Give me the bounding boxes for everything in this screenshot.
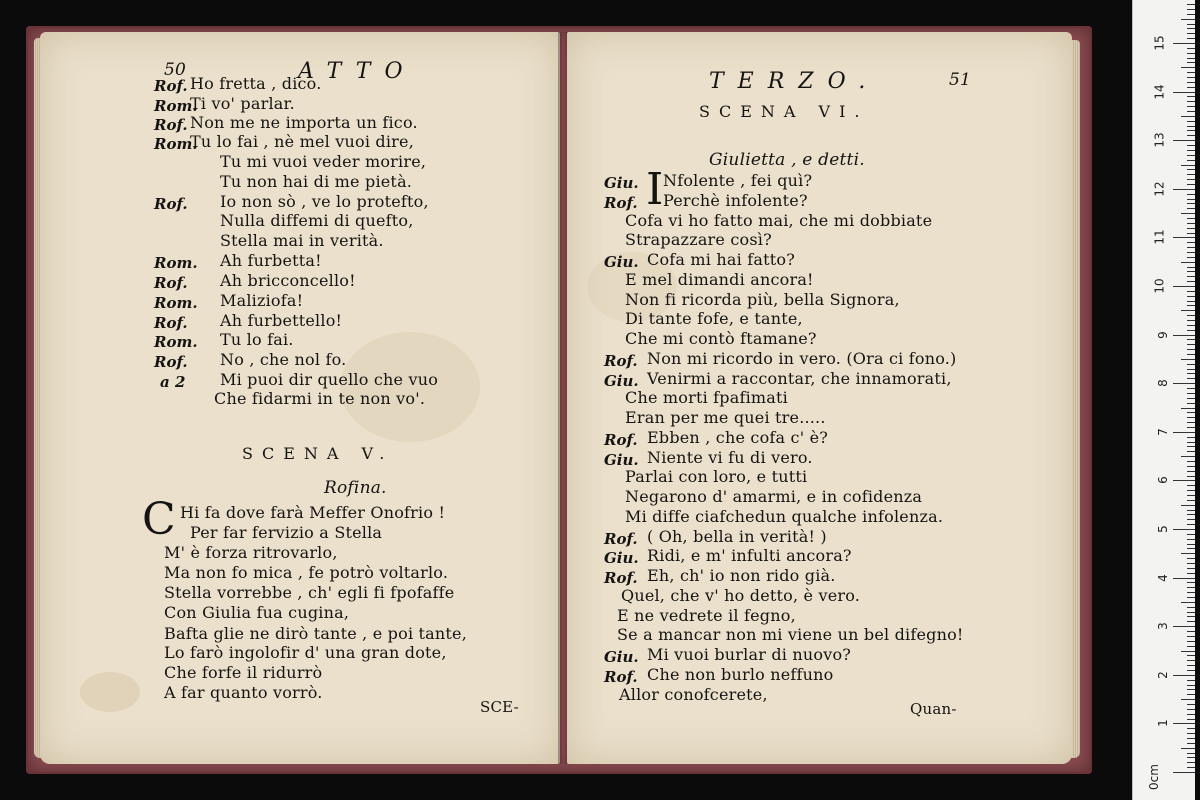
ruler-tick [1187, 344, 1195, 345]
ruler-tick [1187, 276, 1195, 277]
running-head: ATTO [298, 59, 417, 84]
ruler-tick [1187, 753, 1195, 754]
verse-line: Che morti fpafimati [625, 388, 788, 407]
ruler-tick [1187, 471, 1195, 472]
ruler-number: 4 [1156, 573, 1171, 582]
speaker-label: Rof. [604, 569, 638, 587]
ruler-tick [1173, 529, 1195, 530]
ruler-unit-label: 0cm [1147, 764, 1162, 790]
verse-line: Maliziofa! [220, 291, 304, 310]
verse-line: Per far fervizio a Stella [190, 523, 383, 542]
ruler-tick [1187, 48, 1195, 49]
ruler-tick [1173, 237, 1195, 238]
ruler-tick [1187, 233, 1195, 234]
ruler-tick [1187, 130, 1195, 131]
ruler-tick [1187, 325, 1195, 326]
ruler-tick [1187, 330, 1195, 331]
ruler-tick [1187, 490, 1195, 491]
ruler-tick [1187, 641, 1195, 642]
verse-line: Nfolente , fei quì? [663, 171, 813, 190]
ruler-tick [1181, 748, 1195, 749]
ruler-tick [1187, 184, 1195, 185]
ruler-tick [1187, 393, 1195, 394]
book-spread [26, 26, 1092, 774]
speaker-label: Rof. [154, 77, 188, 95]
ruler-tick [1187, 87, 1195, 88]
ruler-tick [1187, 373, 1195, 374]
ruler-tick [1187, 14, 1195, 15]
ruler-tick [1187, 519, 1195, 520]
ruler-tick [1187, 301, 1195, 302]
verse-line: Niente vi fu di vero. [647, 448, 813, 467]
verse-line: Negarono d' amarmi, e in cofidenza [625, 487, 923, 506]
speaker-label: Rom. [154, 294, 198, 312]
page-number: 50 [164, 60, 187, 80]
speaker-label: Rof. [154, 353, 188, 371]
verse-line: Che non burlo neffuno [647, 665, 834, 684]
ruler-tick [1187, 369, 1195, 370]
dropcap: C [142, 494, 176, 545]
page-number: 51 [949, 70, 972, 90]
ruler-tick [1187, 685, 1195, 686]
ruler-tick [1173, 286, 1195, 287]
ruler-tick [1187, 738, 1195, 739]
verse-line: Non fi ricorda più, bella Signora, [625, 290, 900, 309]
ruler-tick [1173, 43, 1195, 44]
ruler-tick [1187, 412, 1195, 413]
ruler-tick [1181, 213, 1195, 214]
ruler-number: 5 [1156, 525, 1171, 533]
ruler-tick [1187, 422, 1195, 423]
ruler-tick [1187, 427, 1195, 428]
verse-line: A far quanto vorrò. [164, 683, 323, 702]
speaker-label: Rof. [154, 274, 188, 292]
speaker-label: a 2 [160, 373, 186, 391]
verse-line: Venirmi a raccontar, che innamorati, [647, 369, 952, 388]
ruler-tick [1187, 111, 1195, 112]
speaker-label: Giu. [604, 253, 639, 271]
scene-heading: SCENA V. [242, 444, 394, 463]
ruler-tick [1173, 383, 1195, 384]
ruler-tick [1187, 58, 1195, 59]
ruler-tick [1187, 534, 1195, 535]
speaker-label: Rom. [154, 97, 198, 115]
ruler-tick [1187, 208, 1195, 209]
ruler-tick [1187, 150, 1195, 151]
ruler-tick [1187, 587, 1195, 588]
ruler-tick [1187, 199, 1195, 200]
ruler-tick [1187, 364, 1195, 365]
verse-line: Cofa mi hai fatto? [647, 250, 795, 269]
ruler-tick [1187, 24, 1195, 25]
verse-line: E mel dimandi ancora! [625, 270, 814, 289]
ruler-tick [1173, 432, 1195, 433]
speaker-label: Rom. [154, 135, 198, 153]
ruler-tick [1187, 607, 1195, 608]
ruler-tick [1187, 160, 1195, 161]
verse-line: Nulla diffemi di quefto, [220, 211, 414, 230]
verse-line: Mi vuoi burlar di nuovo? [647, 645, 852, 664]
ruler-tick [1173, 772, 1195, 773]
ruler-tick [1187, 403, 1195, 404]
ruler-tick [1187, 573, 1195, 574]
verse-line: Bafta glie ne dirò tante , e poi tante, [164, 624, 468, 643]
ruler-tick [1187, 670, 1195, 671]
ruler-tick [1181, 19, 1195, 20]
verse-line: Che mi contò ftamane? [625, 329, 817, 348]
verse-line: Ebben , che cofa c' è? [647, 428, 829, 447]
ruler-tick [1181, 456, 1195, 457]
ruler-tick [1187, 563, 1195, 564]
ruler-tick [1187, 96, 1195, 97]
measuring-ruler [1132, 0, 1195, 800]
ruler-tick [1187, 558, 1195, 559]
ruler-tick [1187, 315, 1195, 316]
verse-line: Non me ne importa un fico. [190, 113, 418, 132]
ruler-tick [1187, 621, 1195, 622]
ruler-tick [1187, 296, 1195, 297]
ruler-number: 6 [1156, 476, 1171, 485]
verse-line: Parlai con loro, e tutti [625, 467, 808, 486]
ruler-tick [1187, 106, 1195, 107]
ruler-tick [1187, 476, 1195, 477]
verse-line: Con Giulia fua cugina, [164, 603, 350, 622]
ruler-tick [1187, 218, 1195, 219]
verse-line: Tu mi vuoi veder morire, [220, 152, 427, 171]
ruler-tick [1187, 169, 1195, 170]
ruler-tick [1187, 82, 1195, 83]
verse-line: Tu lo fai. [220, 330, 294, 349]
ruler-number: 12 [1152, 181, 1167, 197]
ruler-tick [1187, 442, 1195, 443]
ruler-tick [1187, 612, 1195, 613]
verse-line: Hi fa dove farà Meffer Onofrio ! [180, 503, 446, 522]
speaker-label: Giu. [604, 174, 639, 192]
verse-line: Eran per me quei tre..... [625, 408, 826, 427]
ruler-tick [1187, 101, 1195, 102]
ruler-tick [1187, 616, 1195, 617]
ruler-tick [1187, 242, 1195, 243]
ruler-tick [1187, 223, 1195, 224]
ruler-number: 2 [1156, 670, 1171, 679]
ruler-tick [1187, 247, 1195, 248]
ruler-tick [1187, 135, 1195, 136]
running-head: TERZO. [709, 69, 880, 94]
ruler-tick [1181, 67, 1195, 68]
scene-heading: SCENA VI. [699, 102, 869, 121]
ruler-tick [1187, 388, 1195, 389]
ruler-tick [1187, 485, 1195, 486]
ruler-tick [1187, 38, 1195, 39]
ruler-tick [1187, 257, 1195, 258]
ruler-tick [1173, 480, 1195, 481]
ruler-tick [1187, 597, 1195, 598]
ruler-tick [1187, 33, 1195, 34]
ruler-tick [1187, 660, 1195, 661]
verse-line: Mi diffe ciafchedun qualche infolenza. [625, 507, 944, 526]
ruler-tick [1187, 568, 1195, 569]
ruler-tick [1187, 320, 1195, 321]
catchword: SCE- [480, 698, 519, 716]
ruler-number: 14 [1152, 83, 1167, 100]
ruler-tick [1187, 9, 1195, 10]
ruler-tick [1173, 723, 1195, 724]
ruler-tick [1181, 651, 1195, 652]
ruler-tick [1187, 646, 1195, 647]
ruler-tick [1187, 271, 1195, 272]
ruler-number: 11 [1152, 229, 1167, 246]
ruler-tick [1187, 694, 1195, 695]
verse-line: Di tante fofe, e tante, [625, 309, 803, 328]
ruler-tick [1187, 714, 1195, 715]
ruler-tick [1173, 140, 1195, 141]
ruler-tick [1187, 291, 1195, 292]
speaker-label: Giu. [604, 451, 639, 469]
ruler-number: 3 [1156, 622, 1171, 631]
ruler-number: 8 [1156, 379, 1171, 388]
ruler-tick [1187, 252, 1195, 253]
speaker-label: Giu. [604, 549, 639, 567]
verse-line: Eh, ch' io non rido già. [647, 566, 836, 585]
verse-line: Ma non fo mica , fe potrò voltarlo. [164, 563, 449, 582]
ruler-tick [1187, 728, 1195, 729]
ruler-tick [1187, 203, 1195, 204]
ruler-tick [1181, 505, 1195, 506]
ruler-tick [1181, 165, 1195, 166]
ruler-tick [1187, 466, 1195, 467]
ruler-tick [1187, 757, 1195, 758]
verse-line: Ah furbetta! [220, 251, 322, 270]
verse-line: Mi puoi dir quello che vuo [220, 370, 439, 389]
verse-line: Allor conofcerete, [619, 685, 768, 704]
ruler-number: 10 [1152, 278, 1167, 294]
ruler-tick [1187, 281, 1195, 282]
ruler-tick [1187, 548, 1195, 549]
verse-line: Tu non hai di me pietà. [220, 172, 413, 191]
ruler-tick [1187, 72, 1195, 73]
right-page [567, 32, 1072, 764]
ruler-tick [1187, 194, 1195, 195]
ruler-tick [1181, 699, 1195, 700]
ruler-tick [1173, 578, 1195, 579]
ruler-tick [1181, 602, 1195, 603]
ruler-tick [1187, 539, 1195, 540]
verse-line: Perchè infolente? [663, 191, 808, 210]
ruler-tick [1187, 28, 1195, 29]
ruler-tick [1187, 680, 1195, 681]
ruler-tick [1187, 446, 1195, 447]
ruler-tick [1187, 339, 1195, 340]
stain [80, 672, 140, 712]
ruler-tick [1181, 359, 1195, 360]
ruler-tick [1187, 665, 1195, 666]
ruler-tick [1173, 189, 1195, 190]
speaker-label: Rof. [604, 194, 638, 212]
ruler-tick [1181, 262, 1195, 263]
ruler-tick [1187, 544, 1195, 545]
speaker-label: Rof. [604, 431, 638, 449]
verse-line: Lo farò ingolofir d' una gran dote, [164, 643, 447, 662]
ruler-tick [1187, 733, 1195, 734]
ruler-number: 7 [1156, 427, 1171, 436]
ruler-tick [1187, 762, 1195, 763]
verse-line: Tu lo fai , nè mel vuoi dire, [190, 132, 414, 151]
speaker-label: Rof. [604, 668, 638, 686]
ruler-tick [1187, 417, 1195, 418]
dropcap: I [646, 164, 664, 215]
ruler-tick [1173, 626, 1195, 627]
speaker-label: Rof. [604, 352, 638, 370]
ruler-tick [1187, 655, 1195, 656]
ruler-tick [1187, 510, 1195, 511]
verse-line: Che forfe il ridurrò [164, 663, 323, 682]
ruler-tick [1187, 495, 1195, 496]
verse-line: M' è forza ritrovarlo, [164, 543, 338, 562]
ruler-tick [1187, 228, 1195, 229]
speaker-label: Giu. [604, 648, 639, 666]
verse-line: Che fidarmi in te non vo'. [214, 389, 426, 408]
speaker-label: Rof. [154, 195, 188, 213]
ruler-tick [1187, 378, 1195, 379]
ruler-tick [1173, 92, 1195, 93]
scene-persona: Giulietta , e detti. [709, 150, 865, 170]
ruler-tick [1187, 451, 1195, 452]
ruler-tick [1187, 398, 1195, 399]
ruler-tick [1181, 553, 1195, 554]
verse-line: Ti vo' parlar. [190, 94, 295, 113]
ruler-tick [1187, 631, 1195, 632]
ruler-tick [1187, 155, 1195, 156]
verse-line: Se a mancar non mi viene un bel difegno! [617, 625, 964, 644]
ruler-tick [1187, 524, 1195, 525]
ruler-tick [1187, 53, 1195, 54]
ruler-tick [1187, 267, 1195, 268]
ruler-tick [1187, 179, 1195, 180]
ruler-tick [1187, 514, 1195, 515]
ruler-tick [1181, 310, 1195, 311]
speaker-label: Rom. [154, 333, 198, 351]
verse-line: Non mi ricordo in vero. (Ora ci fono.) [647, 349, 957, 368]
ruler-tick [1187, 174, 1195, 175]
ruler-tick [1173, 675, 1195, 676]
verse-line: E ne vedrete il fegno, [617, 606, 796, 625]
verse-line: ( Oh, bella in verità! ) [647, 527, 827, 546]
ruler-number: 9 [1156, 330, 1171, 339]
ruler-tick [1187, 126, 1195, 127]
ruler-tick [1187, 145, 1195, 146]
verse-line: Ah bricconcello! [220, 271, 356, 290]
left-page [40, 32, 560, 764]
ruler-tick [1187, 719, 1195, 720]
speaker-label: Rom. [154, 254, 198, 272]
ruler-tick [1187, 121, 1195, 122]
ruler-tick [1187, 354, 1195, 355]
speaker-label: Rof. [154, 314, 188, 332]
scene-persona: Rofina. [324, 478, 387, 498]
ruler-tick [1181, 408, 1195, 409]
ruler-tick [1187, 709, 1195, 710]
verse-line: Stella vorrebbe , ch' egli fi fpofaffe [164, 583, 455, 602]
verse-line: Ho fretta , dico. [190, 74, 322, 93]
ruler-tick [1187, 582, 1195, 583]
ruler-tick [1187, 305, 1195, 306]
verse-line: Quel, che v' ho detto, è vero. [621, 586, 861, 605]
ruler-number: 15 [1152, 35, 1167, 51]
ruler-tick [1173, 335, 1195, 336]
verse-line: Stella mai in verità. [220, 231, 384, 250]
ruler-tick [1181, 116, 1195, 117]
speaker-label: Giu. [604, 372, 639, 390]
ruler-tick [1187, 4, 1195, 5]
speaker-label: Rof. [604, 530, 638, 548]
verse-line: No , che nol fo. [220, 350, 347, 369]
ruler-tick [1187, 689, 1195, 690]
ruler-tick [1187, 77, 1195, 78]
ruler-tick [1187, 767, 1195, 768]
ruler-tick [1187, 437, 1195, 438]
ruler-tick [1187, 636, 1195, 637]
ruler-number: 1 [1156, 719, 1171, 728]
ruler-number: 13 [1152, 132, 1167, 148]
ruler-tick [1187, 62, 1195, 63]
ruler-tick [1187, 704, 1195, 705]
verse-line: Ridi, e m' infulti ancora? [647, 546, 852, 565]
verse-line: Cofa vi ho fatto mai, che mi dobbiate [625, 211, 933, 230]
verse-line: Ah furbettello! [220, 311, 343, 330]
ruler-tick [1187, 592, 1195, 593]
verse-line: Io non sò , ve lo protefto, [220, 192, 429, 211]
ruler-tick [1187, 500, 1195, 501]
speaker-label: Rof. [154, 116, 188, 134]
ruler-tick [1187, 743, 1195, 744]
catchword: Quan- [910, 700, 957, 718]
ruler-tick [1187, 349, 1195, 350]
ruler-tick [1187, 461, 1195, 462]
verse-line: Strapazzare così? [625, 230, 772, 249]
